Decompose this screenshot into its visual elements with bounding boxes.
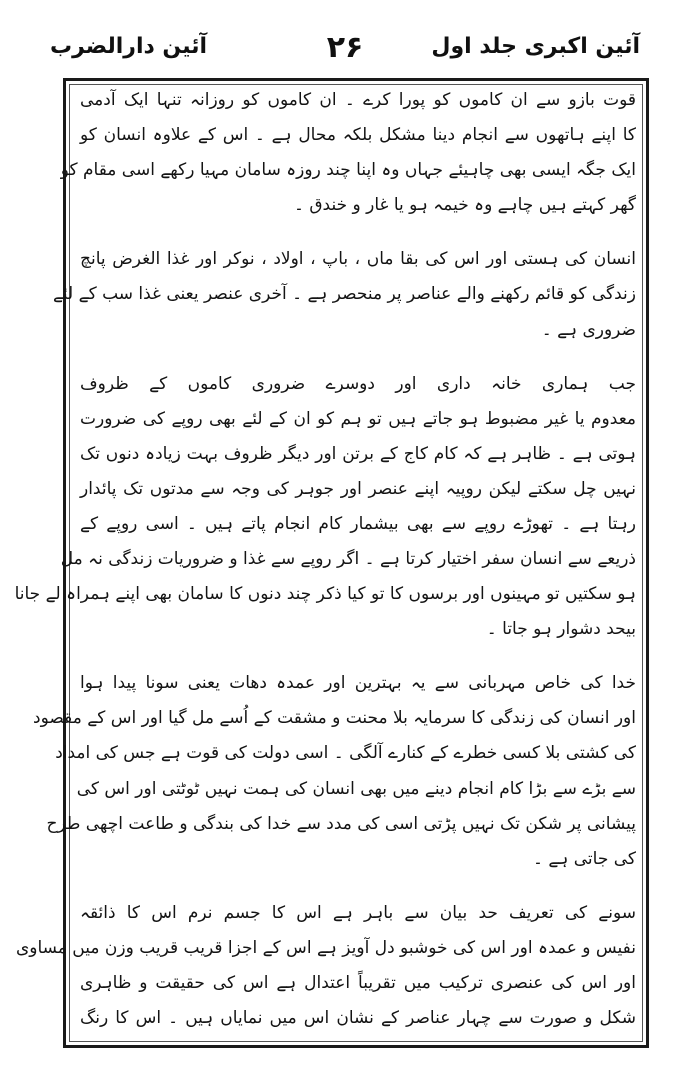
text-line: نفیس و عمدہ اور اس کی خوشبو دل آویز ہے اس کے اجزا قریب قریب وزن میں مساوی [15, 938, 636, 958]
text-line: سونے کی تعریف حد بیان سے باہر ہے اس کا جسم نرم اس کا ذائقہ [80, 903, 636, 923]
text-line: بیحد دشوار ہو جاتا ۔ [486, 619, 636, 639]
text-line: اور انسان کی زندگی کا سرمایہ بلا محنت و مشقت کے اُسے مل گیا اور اس کے مقصود [33, 708, 636, 728]
chapter-title: آئین دارالضرب [50, 34, 208, 59]
text-line: ہو سکتیں تو مہینوں اور برسوں کا تو کیا ذکر چند دنوں کا سامان بھی اپنے ہمراہ لے جانا [14, 584, 636, 604]
text-line: ہوتی ہے ۔ ظاہر ہے کہ کام کاج کے برتن اور دیگر ظروف بہت زیادہ دنوں تک [80, 444, 636, 464]
text-line: خدا کی خاص مہربانی سے یہ بہترین اور عمدہ دھات یعنی سونا پیدا ہوا [80, 673, 636, 693]
text-line: کی کشتی بلا کسی خطرے کے کنارے آلگی ۔ اسی دولت کی قوت ہے جس کی امداد [55, 743, 636, 763]
text-line: شکل و صورت سے چہار عناصر کے نشان اس میں نمایاں ہیں ۔ اس کا رنگ [80, 1008, 636, 1028]
book-title: آئین اکبری جلد اول [431, 34, 640, 59]
text-line: زندگی کو قائم رکھنے والے عناصر پر منحصر ہے ۔ آخری عنصر یعنی غذا سب کے لئے [52, 284, 636, 304]
text-line: ذریعے سے انسان سفر اختیار کرتا ہے ۔ اگر روپے سے غذا و ضروریات زندگی نہ مل [60, 549, 636, 569]
text-line: ضروری ہے ۔ [541, 320, 636, 340]
text-line: قوت بازو سے ان کاموں کو پورا کرے ۔ ان کاموں کو روزانہ تنہا ایک آدمی [80, 90, 636, 110]
text-line: نہیں چل سکتے لیکن روپیہ اپنے عنصر اور جوہر کی وجہ سے مدتوں تک پائدار [80, 479, 636, 499]
text-line: ایک جگہ ایسی بھی چاہیئے جہاں وہ اپنا چند روزہ سامان مہیا رکھے اسی مقام کو [60, 160, 636, 180]
text-line: سے بڑے سے بڑا کام انجام دینے میں بھی انسان کی ہمت نہیں ٹوٹتی اور اس کی [76, 779, 636, 799]
text-line: کی جاتی ہے ۔ [533, 849, 636, 869]
text-line: انسان کی ہستی اور اس کی بقا ماں ، باپ ، اولاد ، نوکر اور غذا الغرض پانچ [80, 249, 636, 269]
page-number: ۲۶ [326, 30, 364, 65]
text-line: اور اس کی عنصری ترکیب میں تقریباً اعتدال ہے اس کی حقیقت و ظاہری [80, 973, 636, 993]
body-text [14, 86, 636, 1036]
text-line: کا اپنے ہاتھوں سے انجام دینا مشکل بلکہ محال ہے ۔ اس کے علاوہ انسان کو [80, 125, 636, 145]
text-line: رہتا ہے ۔ تھوڑے روپے سے بھی بیشمار کام انجام پاتے ہیں ۔ اسی روپے کے [80, 514, 636, 534]
page-header [50, 30, 640, 72]
text-line: گھر کہتے ہیں چاہے وہ خیمہ ہو یا غار و خندق ۔ [294, 195, 636, 215]
text-line: معدوم یا غیر مضبوط ہو جاتے ہیں تو ہم کو ان کے لئے بھی روپے کی ضرورت [80, 409, 636, 429]
text-line: جب ہماری خانہ داری اور دوسرے ضروری کاموں کے ظروف [80, 374, 636, 394]
text-line: پیشانی پر شکن تک نہیں پڑتی اسی کی مدد سے خدا کی بندگی و طاعت اچھی طرح [46, 814, 636, 834]
